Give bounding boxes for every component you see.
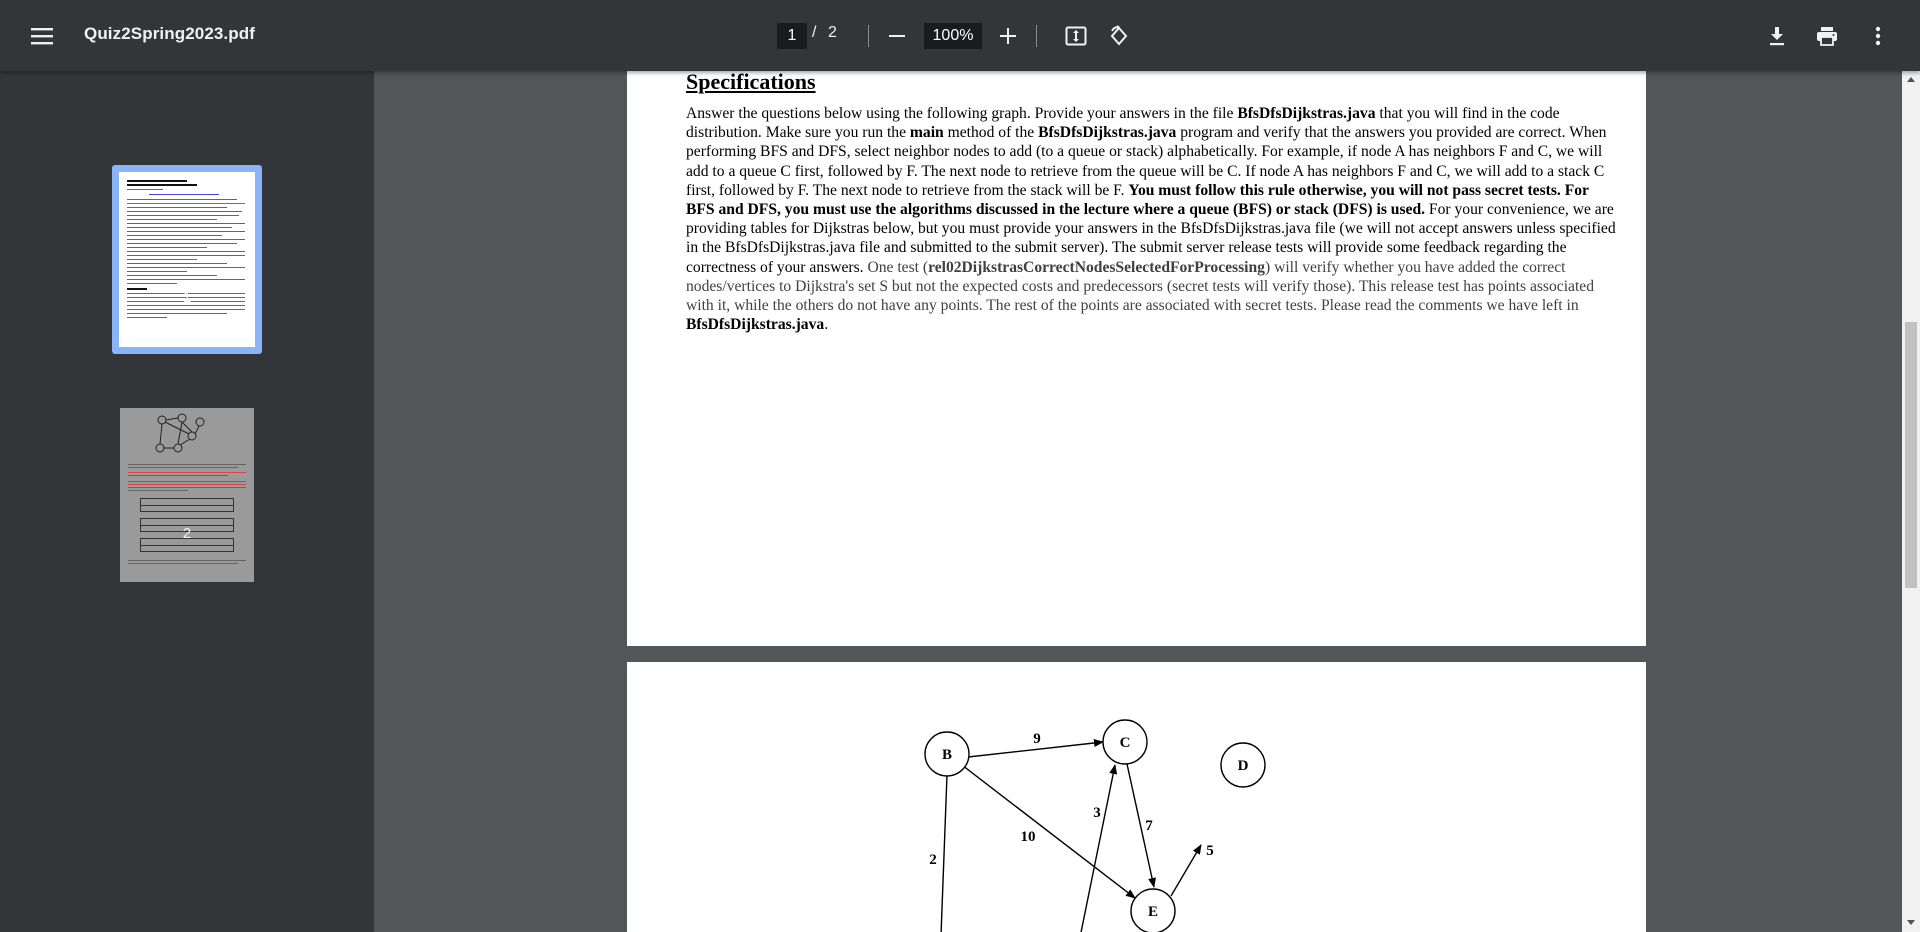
rotate-button[interactable] bbox=[1099, 16, 1139, 56]
edge-label-9: 9 bbox=[1033, 731, 1041, 747]
zoom-in-button[interactable] bbox=[988, 16, 1028, 56]
scroll-up-arrow-icon[interactable] bbox=[1907, 77, 1915, 82]
thumbnail-label-1: 1 bbox=[182, 289, 192, 306]
more-vert-icon bbox=[1875, 26, 1881, 46]
edge-up-c bbox=[1075, 765, 1115, 932]
fit-page-button[interactable] bbox=[1056, 16, 1096, 56]
download-button[interactable] bbox=[1757, 16, 1797, 56]
thumbnail-page-1[interactable] bbox=[119, 172, 255, 347]
edge-e-d bbox=[1171, 845, 1201, 896]
edge-label-7: 7 bbox=[1145, 818, 1153, 834]
plus-icon bbox=[999, 27, 1017, 45]
node-label-b: B bbox=[941, 747, 953, 763]
zoom-level-input[interactable]: 100% bbox=[924, 23, 982, 49]
thumbnail-sidebar bbox=[0, 71, 374, 932]
more-options-button[interactable] bbox=[1858, 16, 1898, 56]
print-button[interactable] bbox=[1807, 16, 1847, 56]
toolbar-divider bbox=[868, 25, 869, 47]
fit-page-icon bbox=[1065, 25, 1087, 47]
edge-label-10: 10 bbox=[1020, 829, 1036, 845]
print-icon bbox=[1816, 26, 1838, 46]
pdf-page-2 bbox=[627, 662, 1646, 932]
zoom-out-button[interactable] bbox=[877, 16, 917, 56]
thumbnail-page-2[interactable] bbox=[120, 408, 254, 582]
node-label-d: D bbox=[1237, 758, 1249, 774]
edge-b-e bbox=[958, 762, 1135, 898]
edge-label-5: 5 bbox=[1206, 843, 1214, 859]
node-label-c: C bbox=[1119, 735, 1131, 751]
thumbnail-label-2: 2 bbox=[182, 525, 192, 542]
rotate-icon bbox=[1108, 25, 1130, 47]
edge-label-2: 2 bbox=[929, 852, 937, 868]
download-icon bbox=[1768, 26, 1786, 46]
edge-label-3: 3 bbox=[1093, 805, 1101, 821]
file-title: Quiz2Spring2023.pdf bbox=[84, 24, 255, 43]
scrollbar-thumb[interactable] bbox=[1905, 322, 1917, 588]
pdf-page-1 bbox=[627, 71, 1646, 646]
page-separator: / bbox=[812, 24, 817, 41]
vertical-scrollbar[interactable] bbox=[1902, 71, 1920, 932]
page-number-input[interactable]: 1 bbox=[777, 23, 807, 49]
specifications-heading: Specifications bbox=[686, 71, 816, 94]
graph-diagram bbox=[627, 662, 1646, 932]
pdf-toolbar bbox=[0, 0, 1920, 71]
minus-icon bbox=[888, 27, 906, 45]
scroll-down-arrow-icon[interactable] bbox=[1907, 920, 1915, 925]
edge-b-down bbox=[940, 775, 947, 932]
node-label-e: E bbox=[1147, 904, 1159, 920]
document-viewer[interactable] bbox=[374, 71, 1902, 932]
hamburger-menu-icon[interactable] bbox=[22, 16, 62, 56]
toolbar-divider bbox=[1036, 25, 1037, 47]
specifications-paragraph: Answer the questions below using the following graph. Provide your answers in the file BfsDfsDijkstras.java that you will find in the code distribution. Make sure you run the main method of the BfsDfsDijkstras.java program and verify that the answers you provided are correct. When performing BFS and DFS, select neighbor nodes to add (to a queue or stack) alphabetically. For example, if node A has neighbors F and C, we will add to a queue C first, followed by F. The next node to retrieve from the queue will be C. If node A has neighbors F and C, we will add to a stack C first, followed by F. The next node to retrieve from the stack will be F. You must follow this rule otherwise, you will not pass secret tests. For BFS and DFS, you must use the algorithms discussed in the lecture where a queue (BFS) or stack (DFS) is used. For your convenience, we are providing tables for Dijkstras below, but you must provide your answers in the BfsDfsDijkstras.java file (we will not accept answers unless specified in the BfsDfsDijkstras.java file and submitted to the submit server). The submit server release tests will provide some feedback regarding the correctness of your answers. One test (rel02DijkstrasCorrectNodesSelectedForProcessing) will verify whether you have added the correct nodes/vertices to Dijkstra's set S but not the expected costs and predecessors (secret tests will verify those). This release test has points associated with it, while the others do not have any points. The rest of the points are associated with secret tests. Please read the comments we have left in BfsDfsDijkstras.java. bbox=[686, 105, 1616, 334]
page-total: 2 bbox=[828, 24, 837, 41]
